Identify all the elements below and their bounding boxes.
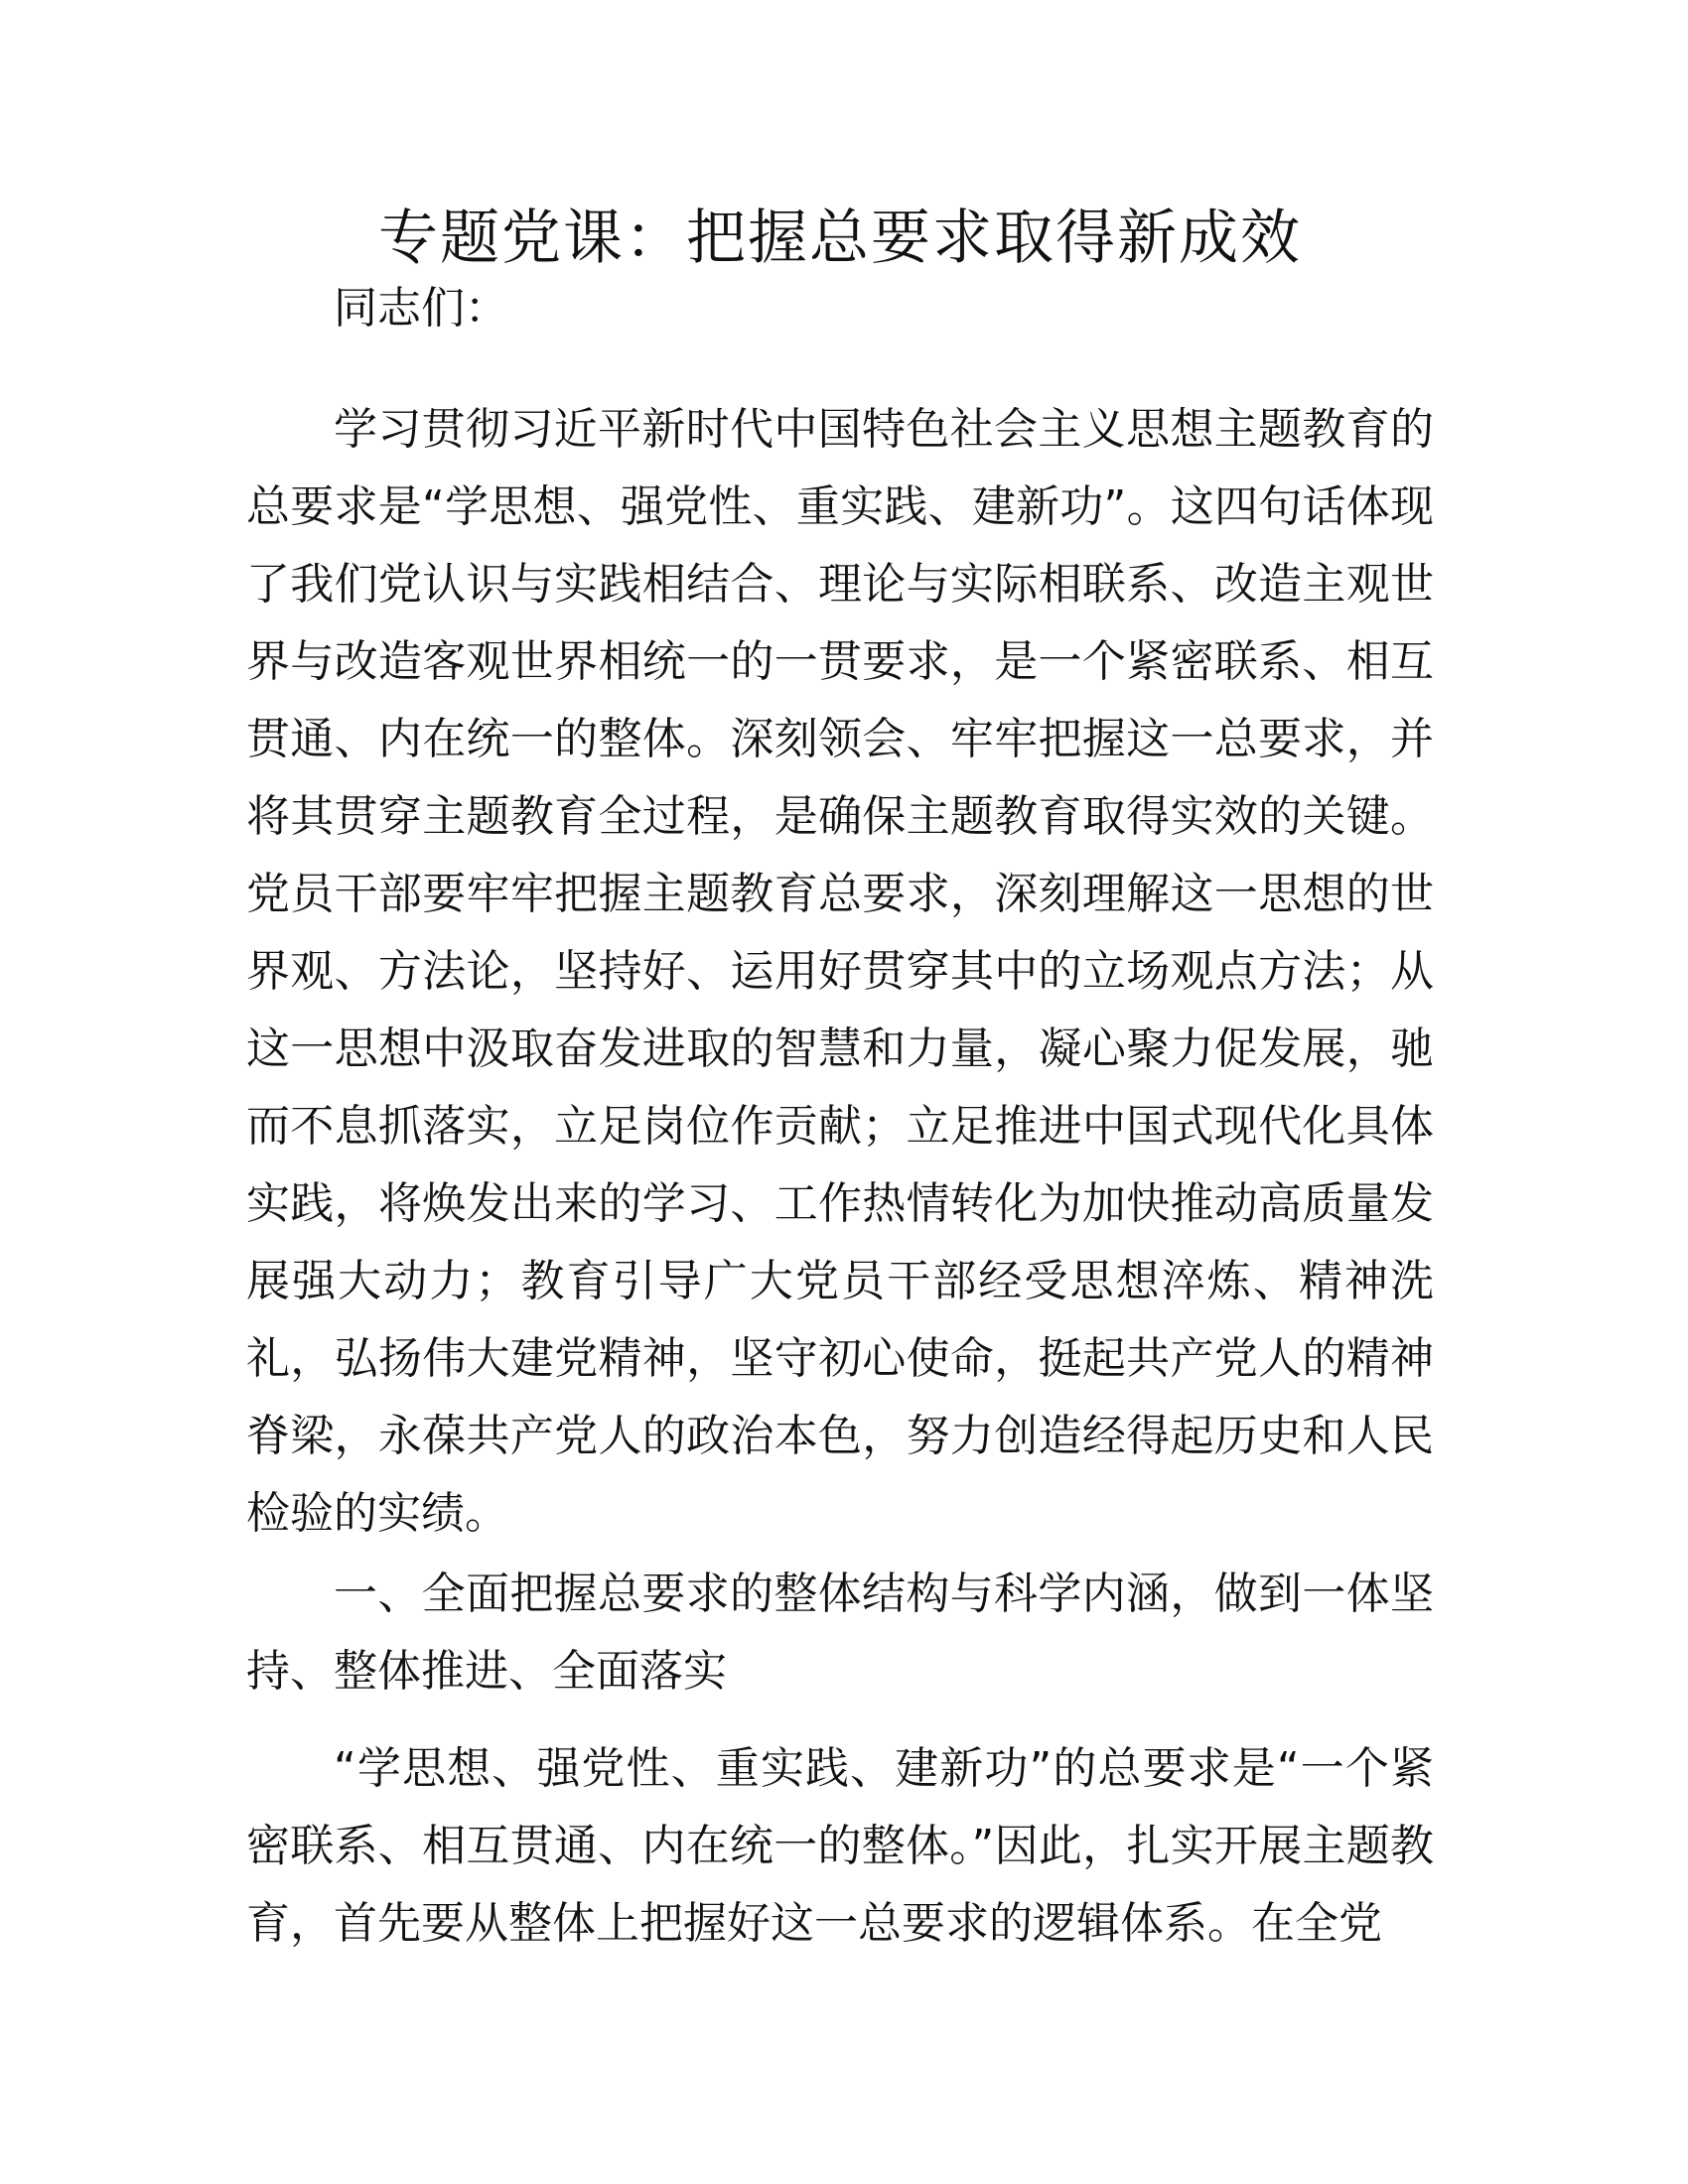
- greeting: 同志们：: [334, 283, 508, 334]
- document-title: 专题党课：把握总要求取得新成效: [378, 204, 1302, 273]
- paragraph-intro: 学习贯彻习近平新时代中国特色社会主义思想主题教育的总要求是“学思想、强党性、重实践、建新功”。这四句话体现了我们党认识与实践相结合、理论与实际相联系、改造主观世界与改造客观世界相统一的一贯要求，是一个紧密联系、相互贯通、内在统一的整体。深刻领会、牢牢把握这一总要求，并将其贯穿主题教育全过程，是确保主题教育取得实效的关键。党员干部要牢牢把握主题教育总要求，深刻理解这一思想的世界观、方法论，坚持好、运用好贯穿其中的立场观点方法；从这一思想中汲取奋发进取的智慧和力量，凝心聚力促发展，驰而不息抓落实，立足岗位作贡献；立足推进中国式现代化具体实践，将焕发出来的学习、工作热情转化为加快推动高质量发展强大动力；教育引导广大党员干部经受思想淬炼、精神洗礼，弘扬伟大建党精神，坚守初心使命，挺起共产党人的精神脊梁，永葆共产党人的政治本色，努力创造经得起历史和人民检验的实绩。: [246, 404, 1434, 1539]
- paragraph-section-1: “学思想、强党性、重实践、建新功”的总要求是“一个紧密联系、相互贯通、内在统一的整体。”因此，扎实开展主题教育，首先要从整体上把握好这一总要求的逻辑体系。在全党: [246, 1743, 1434, 1949]
- document-page: [246, 0, 1434, 2184]
- section-heading-1: 一、全面把握总要求的整体结构与科学内涵，做到一体坚持、整体推进、全面落实: [246, 1569, 1434, 1697]
